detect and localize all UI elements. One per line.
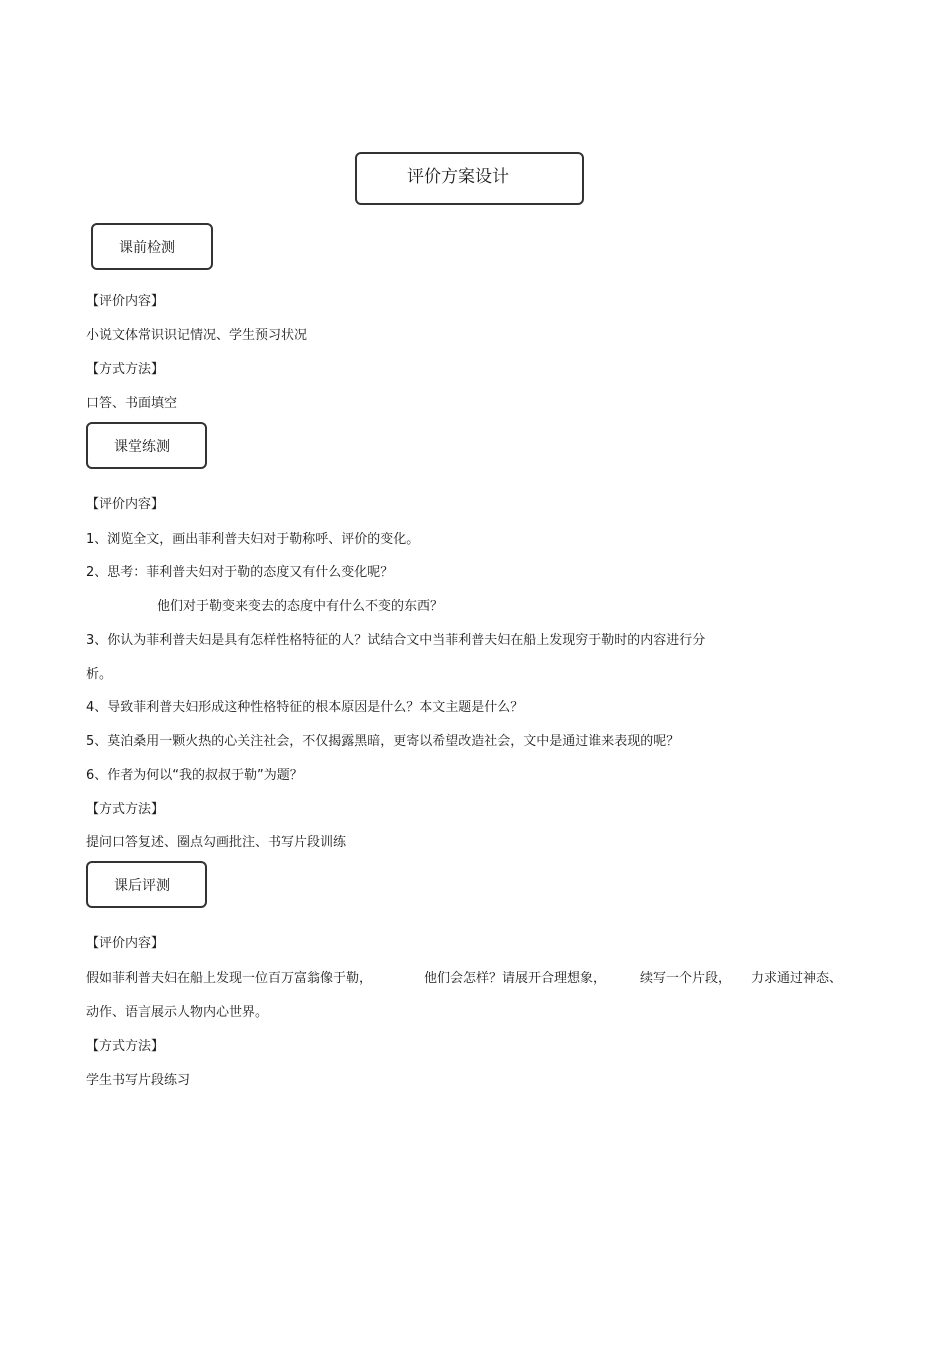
question-item: 3、你认为菲利普夫妇是具有怎样性格特征的人？试结合文中当菲利普夫妇在船上发现穷于勒时的内容进行分 [86,633,706,648]
section-heading-box-in-class [86,422,207,469]
content-text-continued: 动作、语言展示人物内心世界。 [86,1005,269,1020]
question-item: 1、浏览全文，画出菲利普夫妇对于勒称呼、评价的变化。 [86,532,420,547]
method-label: 【方式方法】 [86,362,165,377]
content-label: 【评价内容】 [86,294,165,309]
content-text: 小说文体常识识记情况、学生预习状况 [86,328,308,343]
question-item: 5、莫泊桑用一颗火热的心关注社会，不仅揭露黑暗，更寄以希望改造社会，文中是通过谁来表现的呢？ [86,734,680,749]
page-title: 评价方案设计 [407,167,509,187]
question-item: 4、导致菲利普夫妇形成这种性格特征的根本原因是什么？本文主题是什么？ [86,700,524,715]
section-heading: 课前检测 [119,239,175,256]
content-part: 续写一个片段， [640,971,732,986]
section-heading: 课后评测 [114,877,170,894]
content-text [86,970,842,988]
question-item: 6、作者为何以“我的叔叔于勒”为题？ [86,768,303,783]
question-item: 析。 [86,667,113,682]
question-item: 2、思考：菲利普夫妇对于勒的态度又有什么变化呢？ [86,565,394,580]
method-label: 【方式方法】 [86,1039,165,1054]
page-title-box [355,152,584,205]
content-label: 【评价内容】 [86,936,165,951]
content-part: 力求通过神态、 [751,971,843,986]
section-heading-box-post-class [86,861,207,908]
section-heading-box-pre-class [91,223,213,270]
question-item: 他们对于勒变来变去的态度中有什么不变的东西？ [157,599,444,614]
method-label: 【方式方法】 [86,802,165,817]
method-text: 学生书写片段练习 [86,1073,191,1088]
content-part: 假如菲利普夫妇在船上发现一位百万富翁像于勒， [86,971,373,986]
method-text: 口答、书面填空 [86,396,178,411]
method-text: 提问口答复述、圈点勾画批注、书写片段训练 [86,835,347,850]
content-label: 【评价内容】 [86,497,165,512]
content-part: 他们会怎样？请展开合理想象， [424,971,607,986]
section-heading: 课堂练测 [114,438,170,455]
